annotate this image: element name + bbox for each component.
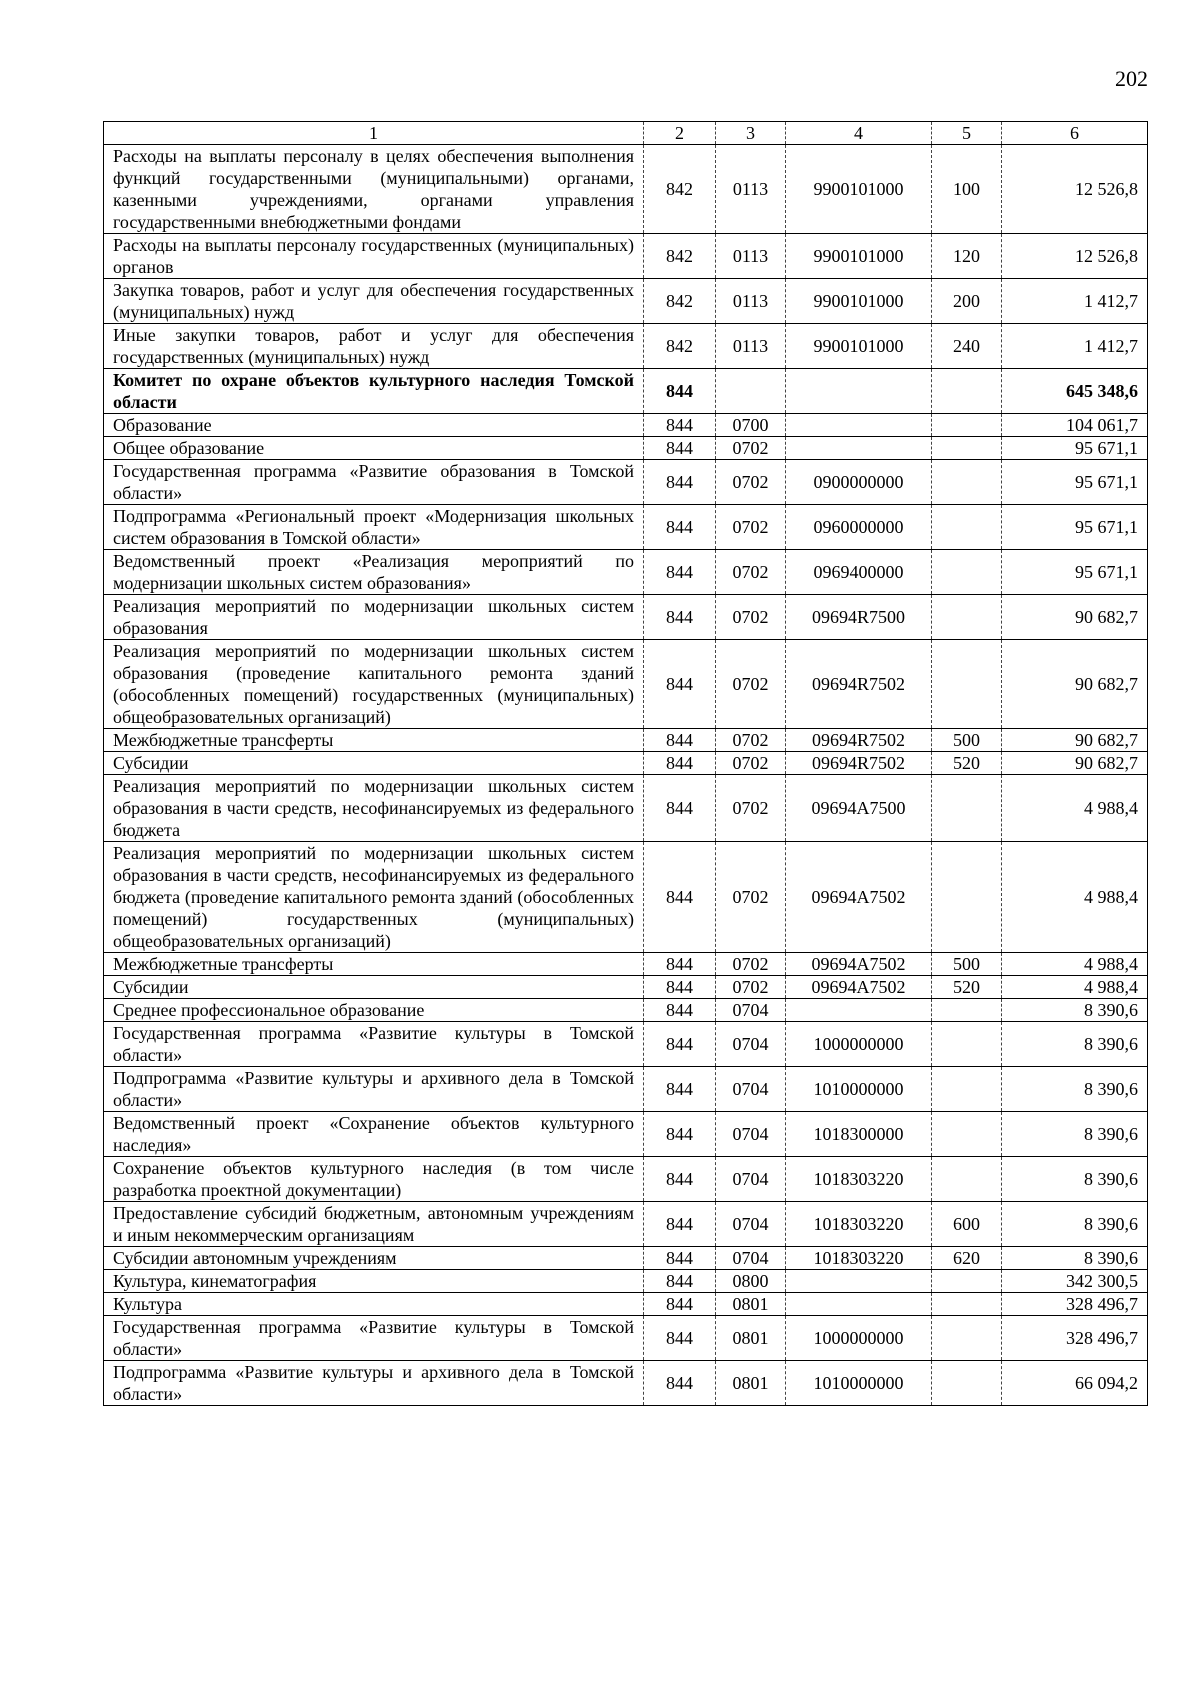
table-row: [104, 369, 1148, 414]
row-col-4-cell: 09694R7502: [786, 729, 932, 752]
row-col-4-cell: [786, 414, 932, 437]
row-col-5-cell: 200: [932, 279, 1002, 324]
header-cell-col-1: 1: [104, 122, 644, 145]
row-col-2-cell: 844: [644, 1157, 716, 1202]
row-col-6-cell: 8 390,6: [1002, 999, 1148, 1022]
row-col-5-cell: [932, 437, 1002, 460]
header-cell-col-5: 5: [932, 122, 1002, 145]
row-col-6-cell: 95 671,1: [1002, 505, 1148, 550]
row-col-3-cell: 0704: [716, 999, 786, 1022]
row-col-2-cell: 844: [644, 1247, 716, 1270]
row-col-6-cell: 8 390,6: [1002, 1112, 1148, 1157]
row-col-4-cell: [786, 1270, 932, 1293]
row-col-6-cell: 328 496,7: [1002, 1316, 1148, 1361]
row-col-3-cell: 0113: [716, 234, 786, 279]
row-col-3-cell: 0800: [716, 1270, 786, 1293]
row-col-2-cell: 844: [644, 999, 716, 1022]
row-col-6-cell: 4 988,4: [1002, 976, 1148, 999]
row-col-2-cell: 842: [644, 279, 716, 324]
row-col-2-cell: 844: [644, 1270, 716, 1293]
table-row: [104, 1202, 1148, 1247]
row-col-6-cell: 342 300,5: [1002, 1270, 1148, 1293]
row-col-6-cell: 8 390,6: [1002, 1157, 1148, 1202]
row-col-2-cell: 844: [644, 752, 716, 775]
row-col-2-cell: 844: [644, 1112, 716, 1157]
row-col-4-cell: 09694A7502: [786, 953, 932, 976]
row-col-2-cell: 844: [644, 595, 716, 640]
row-col-4-cell: 09694R7500: [786, 595, 932, 640]
row-col-6-cell: 90 682,7: [1002, 729, 1148, 752]
row-col-6-cell: 1 412,7: [1002, 279, 1148, 324]
row-col-3-cell: 0801: [716, 1361, 786, 1406]
row-col-5-cell: [932, 369, 1002, 414]
row-col-3-cell: 0704: [716, 1067, 786, 1112]
row-col-3-cell: 0702: [716, 775, 786, 842]
table-row: [104, 414, 1148, 437]
row-name-cell: Государственная программа «Развитие образования в Томской области»: [104, 460, 644, 505]
row-col-4-cell: 1000000000: [786, 1316, 932, 1361]
row-col-3-cell: 0801: [716, 1316, 786, 1361]
row-col-3-cell: 0704: [716, 1112, 786, 1157]
row-col-5-cell: [932, 999, 1002, 1022]
row-col-5-cell: 520: [932, 752, 1002, 775]
table-row: [104, 279, 1148, 324]
row-col-2-cell: 844: [644, 460, 716, 505]
row-col-2-cell: 844: [644, 640, 716, 729]
row-col-5-cell: 520: [932, 976, 1002, 999]
row-name-cell: Государственная программа «Развитие культуры в Томской области»: [104, 1316, 644, 1361]
table-row: [104, 953, 1148, 976]
row-name-cell: Межбюджетные трансферты: [104, 729, 644, 752]
row-col-5-cell: [932, 595, 1002, 640]
row-col-4-cell: 1018300000: [786, 1112, 932, 1157]
row-col-4-cell: 09694A7502: [786, 976, 932, 999]
row-col-5-cell: [932, 550, 1002, 595]
row-col-4-cell: 9900101000: [786, 145, 932, 234]
row-name-cell: Ведомственный проект «Сохранение объектов культурного наследия»: [104, 1112, 644, 1157]
row-col-4-cell: 1018303220: [786, 1157, 932, 1202]
table-row: [104, 1112, 1148, 1157]
table-row: [104, 595, 1148, 640]
row-name-cell: Сохранение объектов культурного наследия (в том числе разработка проектной документации): [104, 1157, 644, 1202]
table-row: [104, 976, 1148, 999]
table-row: [104, 460, 1148, 505]
row-name-cell: Реализация мероприятий по модернизации школьных систем образования (проведение капитального ремонта зданий (обособленных помещений) государственных (муниципальных) общеобразовательных организаций): [104, 640, 644, 729]
row-col-5-cell: [932, 1361, 1002, 1406]
row-name-cell: Иные закупки товаров, работ и услуг для обеспечения государственных (муниципальных) нужд: [104, 324, 644, 369]
row-col-5-cell: [932, 1022, 1002, 1067]
row-col-2-cell: 844: [644, 775, 716, 842]
row-col-2-cell: 844: [644, 414, 716, 437]
row-col-3-cell: 0702: [716, 595, 786, 640]
row-name-cell: Субсидии автономным учреждениям: [104, 1247, 644, 1270]
table-row: [104, 1157, 1148, 1202]
row-col-6-cell: 95 671,1: [1002, 550, 1148, 595]
row-col-4-cell: 9900101000: [786, 234, 932, 279]
row-col-6-cell: 66 094,2: [1002, 1361, 1148, 1406]
table-row: [104, 1067, 1148, 1112]
row-col-4-cell: 1010000000: [786, 1067, 932, 1112]
row-col-6-cell: 645 348,6: [1002, 369, 1148, 414]
row-col-3-cell: 0702: [716, 976, 786, 999]
table-row: [104, 1293, 1148, 1316]
row-col-6-cell: 328 496,7: [1002, 1293, 1148, 1316]
row-col-4-cell: 1010000000: [786, 1361, 932, 1406]
row-col-3-cell: 0702: [716, 437, 786, 460]
row-name-cell: Субсидии: [104, 976, 644, 999]
row-col-4-cell: 09694A7500: [786, 775, 932, 842]
row-col-3-cell: 0702: [716, 842, 786, 953]
row-name-cell: Закупка товаров, работ и услуг для обеспечения государственных (муниципальных) нужд: [104, 279, 644, 324]
table-row: [104, 234, 1148, 279]
row-name-cell: Реализация мероприятий по модернизации школьных систем образования: [104, 595, 644, 640]
row-col-4-cell: 09694R7502: [786, 640, 932, 729]
row-name-cell: Расходы на выплаты персоналу государственных (муниципальных) органов: [104, 234, 644, 279]
row-col-3-cell: 0702: [716, 752, 786, 775]
row-col-4-cell: [786, 369, 932, 414]
row-col-2-cell: 844: [644, 1022, 716, 1067]
row-col-4-cell: [786, 1293, 932, 1316]
row-col-3-cell: 0704: [716, 1247, 786, 1270]
row-col-4-cell: 1000000000: [786, 1022, 932, 1067]
row-col-6-cell: 95 671,1: [1002, 437, 1148, 460]
row-col-5-cell: [932, 1316, 1002, 1361]
row-col-3-cell: 0113: [716, 324, 786, 369]
row-col-2-cell: 844: [644, 729, 716, 752]
row-col-6-cell: 1 412,7: [1002, 324, 1148, 369]
row-col-5-cell: [932, 775, 1002, 842]
row-col-6-cell: 12 526,8: [1002, 234, 1148, 279]
row-col-5-cell: [932, 1293, 1002, 1316]
row-col-4-cell: [786, 999, 932, 1022]
table-row: [104, 999, 1148, 1022]
row-col-6-cell: 12 526,8: [1002, 145, 1148, 234]
row-col-5-cell: 500: [932, 953, 1002, 976]
row-col-5-cell: [932, 1067, 1002, 1112]
row-col-2-cell: 844: [644, 1293, 716, 1316]
row-name-cell: Комитет по охране объектов культурного наследия Томской области: [104, 369, 644, 414]
row-name-cell: Подпрограмма «Развитие культуры и архивного дела в Томской области»: [104, 1067, 644, 1112]
row-col-3-cell: 0704: [716, 1022, 786, 1067]
row-col-6-cell: 95 671,1: [1002, 460, 1148, 505]
row-col-6-cell: 8 390,6: [1002, 1247, 1148, 1270]
row-name-cell: Межбюджетные трансферты: [104, 953, 644, 976]
budget-table: [103, 121, 1148, 1406]
row-col-3-cell: 0702: [716, 550, 786, 595]
header-cell-col-2: 2: [644, 122, 716, 145]
row-col-6-cell: 4 988,4: [1002, 842, 1148, 953]
row-col-4-cell: 0969400000: [786, 550, 932, 595]
row-col-5-cell: [932, 1270, 1002, 1293]
page-number: 202: [1115, 66, 1148, 91]
row-col-4-cell: 09694A7502: [786, 842, 932, 953]
row-col-5-cell: [932, 1112, 1002, 1157]
row-col-2-cell: 844: [644, 1067, 716, 1112]
row-col-3-cell: 0702: [716, 460, 786, 505]
row-col-4-cell: 09694R7502: [786, 752, 932, 775]
row-name-cell: Субсидии: [104, 752, 644, 775]
row-name-cell: Общее образование: [104, 437, 644, 460]
row-name-cell: Образование: [104, 414, 644, 437]
table-row: [104, 640, 1148, 729]
row-col-3-cell: 0700: [716, 414, 786, 437]
row-col-5-cell: [932, 842, 1002, 953]
row-col-6-cell: 104 061,7: [1002, 414, 1148, 437]
table-row: [104, 550, 1148, 595]
row-col-2-cell: 842: [644, 234, 716, 279]
row-col-3-cell: 0702: [716, 953, 786, 976]
table-row: [104, 752, 1148, 775]
row-col-2-cell: 844: [644, 550, 716, 595]
row-name-cell: Подпрограмма «Региональный проект «Модернизация школьных систем образования в Томской области»: [104, 505, 644, 550]
row-col-5-cell: [932, 505, 1002, 550]
row-col-6-cell: 90 682,7: [1002, 595, 1148, 640]
header-cell-col-6: 6: [1002, 122, 1148, 145]
row-name-cell: Культура, кинематография: [104, 1270, 644, 1293]
row-col-5-cell: 620: [932, 1247, 1002, 1270]
row-col-2-cell: 844: [644, 953, 716, 976]
table-row: [104, 505, 1148, 550]
row-col-4-cell: [786, 437, 932, 460]
row-col-2-cell: 844: [644, 369, 716, 414]
table-row: [104, 729, 1148, 752]
table-row: [104, 145, 1148, 234]
row-name-cell: Культура: [104, 1293, 644, 1316]
row-col-3-cell: 0113: [716, 279, 786, 324]
row-col-3-cell: 0704: [716, 1157, 786, 1202]
row-col-6-cell: 8 390,6: [1002, 1202, 1148, 1247]
row-col-3-cell: 0801: [716, 1293, 786, 1316]
header-cell-col-4: 4: [786, 122, 932, 145]
table-row: [104, 1247, 1148, 1270]
row-col-4-cell: 0900000000: [786, 460, 932, 505]
row-col-5-cell: [932, 414, 1002, 437]
row-col-5-cell: [932, 1157, 1002, 1202]
row-col-3-cell: 0702: [716, 505, 786, 550]
row-col-4-cell: 1018303220: [786, 1247, 932, 1270]
header-cell-col-3: 3: [716, 122, 786, 145]
row-name-cell: Государственная программа «Развитие культуры в Томской области»: [104, 1022, 644, 1067]
table-row: [104, 1270, 1148, 1293]
row-col-5-cell: 500: [932, 729, 1002, 752]
row-col-5-cell: 120: [932, 234, 1002, 279]
row-name-cell: Предоставление субсидий бюджетным, автономным учреждениям и иным некоммерческим организациям: [104, 1202, 644, 1247]
row-col-5-cell: [932, 460, 1002, 505]
row-name-cell: Реализация мероприятий по модернизации школьных систем образования в части средств, несофинансируемых из федерального бюджета: [104, 775, 644, 842]
row-col-4-cell: 1018303220: [786, 1202, 932, 1247]
table-row: [104, 324, 1148, 369]
row-col-2-cell: 842: [644, 145, 716, 234]
row-col-6-cell: 4 988,4: [1002, 775, 1148, 842]
row-col-3-cell: [716, 369, 786, 414]
table-header-row: [104, 122, 1148, 145]
table-row: [104, 437, 1148, 460]
row-col-2-cell: 844: [644, 1361, 716, 1406]
row-col-2-cell: 844: [644, 976, 716, 999]
row-col-3-cell: 0113: [716, 145, 786, 234]
row-col-2-cell: 844: [644, 505, 716, 550]
row-col-6-cell: 90 682,7: [1002, 640, 1148, 729]
row-col-5-cell: 240: [932, 324, 1002, 369]
row-col-4-cell: 9900101000: [786, 279, 932, 324]
row-col-5-cell: 100: [932, 145, 1002, 234]
row-col-2-cell: 842: [644, 324, 716, 369]
row-col-6-cell: 90 682,7: [1002, 752, 1148, 775]
row-col-6-cell: 4 988,4: [1002, 953, 1148, 976]
row-col-2-cell: 844: [644, 1316, 716, 1361]
table-row: [104, 1022, 1148, 1067]
row-name-cell: Реализация мероприятий по модернизации школьных систем образования в части средств, несофинансируемых из федерального бюджета (проведение капитального ремонта зданий (обособленных помещений) государственных (муниципальных) общеобразовательных организаций): [104, 842, 644, 953]
table-row: [104, 1361, 1148, 1406]
row-col-3-cell: 0704: [716, 1202, 786, 1247]
table-row: [104, 842, 1148, 953]
row-name-cell: Расходы на выплаты персоналу в целях обеспечения выполнения функций государственными (муниципальными) органами, казенными учреждениями, органами управления государственными внебюджетными фондами: [104, 145, 644, 234]
row-col-3-cell: 0702: [716, 729, 786, 752]
row-col-2-cell: 844: [644, 437, 716, 460]
row-name-cell: Среднее профессиональное образование: [104, 999, 644, 1022]
row-col-3-cell: 0702: [716, 640, 786, 729]
row-col-6-cell: 8 390,6: [1002, 1022, 1148, 1067]
row-col-2-cell: 844: [644, 1202, 716, 1247]
row-name-cell: Ведомственный проект «Реализация мероприятий по модернизации школьных систем образования»: [104, 550, 644, 595]
row-col-5-cell: [932, 640, 1002, 729]
table-row: [104, 775, 1148, 842]
row-col-4-cell: 9900101000: [786, 324, 932, 369]
row-col-2-cell: 844: [644, 842, 716, 953]
table-row: [104, 1316, 1148, 1361]
row-name-cell: Подпрограмма «Развитие культуры и архивного дела в Томской области»: [104, 1361, 644, 1406]
row-col-5-cell: 600: [932, 1202, 1002, 1247]
row-col-6-cell: 8 390,6: [1002, 1067, 1148, 1112]
row-col-4-cell: 0960000000: [786, 505, 932, 550]
budget-table-body: [104, 122, 1148, 1406]
